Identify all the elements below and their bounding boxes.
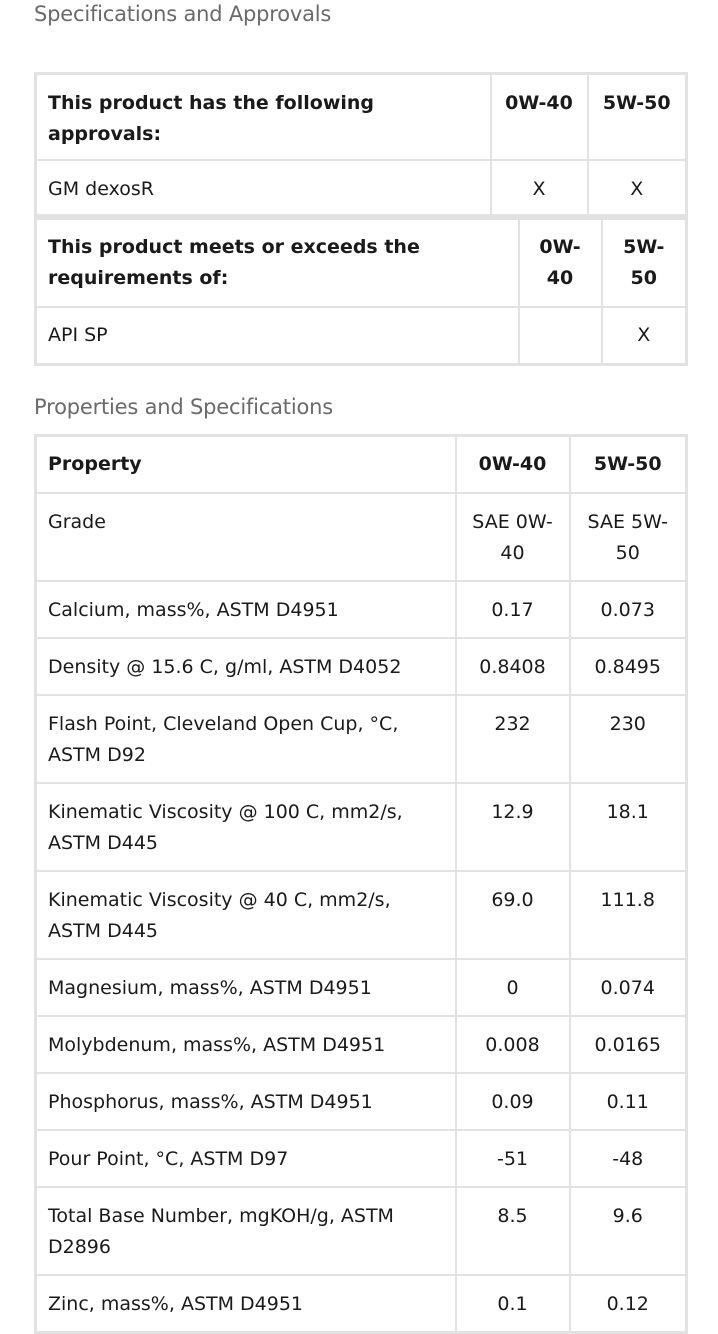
requirement-name: API SP bbox=[36, 307, 519, 365]
table-row bbox=[36, 1073, 687, 1130]
requirement-mark-5w50: X bbox=[602, 307, 687, 365]
table-row bbox=[36, 695, 687, 783]
value-5w50: -48 bbox=[570, 1130, 687, 1187]
table-row bbox=[36, 783, 687, 871]
table-row bbox=[36, 638, 687, 695]
value-5w50: 9.6 bbox=[570, 1187, 687, 1275]
grade-5w50-header: 5W-50 bbox=[570, 436, 687, 494]
value-5w50: SAE 5W-50 bbox=[570, 493, 687, 581]
property-name: Pour Point, °C, ASTM D97 bbox=[36, 1130, 456, 1187]
property-name: Total Base Number, mgKOH/g, ASTM D2896 bbox=[36, 1187, 456, 1275]
specifications-heading: Specifications and Approvals bbox=[34, 2, 332, 26]
requirements-header-label: This product meets or exceeds the requirements of: bbox=[36, 219, 519, 308]
value-5w50: 0.073 bbox=[570, 581, 687, 638]
table-row bbox=[36, 493, 687, 581]
value-5w50: 111.8 bbox=[570, 871, 687, 959]
value-0w40: 0.17 bbox=[456, 581, 570, 638]
grade-0w40-header: 0W-40 bbox=[519, 219, 602, 308]
value-0w40: 12.9 bbox=[456, 783, 570, 871]
value-0w40: 0.8408 bbox=[456, 638, 570, 695]
approval-name: GM dexosR bbox=[36, 160, 491, 216]
table-header-row bbox=[36, 74, 687, 161]
grade-5w50-header: 5W-50 bbox=[588, 74, 687, 161]
approval-mark-0w40: X bbox=[491, 160, 588, 216]
table-header-row bbox=[36, 436, 687, 494]
grade-0w40-header: 0W-40 bbox=[491, 74, 588, 161]
property-name: Kinematic Viscosity @ 100 C, mm2/s, ASTM D445 bbox=[36, 783, 456, 871]
grade-5w50-header: 5W-50 bbox=[602, 219, 687, 308]
table-row bbox=[36, 1187, 687, 1275]
property-name: Magnesium, mass%, ASTM D4951 bbox=[36, 959, 456, 1016]
value-0w40: 0 bbox=[456, 959, 570, 1016]
approval-mark-5w50: X bbox=[588, 160, 687, 216]
property-name: Calcium, mass%, ASTM D4951 bbox=[36, 581, 456, 638]
value-5w50: 0.074 bbox=[570, 959, 687, 1016]
property-name: Phosphorus, mass%, ASTM D4951 bbox=[36, 1073, 456, 1130]
property-name: Density @ 15.6 C, g/ml, ASTM D4052 bbox=[36, 638, 456, 695]
value-0w40: -51 bbox=[456, 1130, 570, 1187]
property-name: Kinematic Viscosity @ 40 C, mm2/s, ASTM D445 bbox=[36, 871, 456, 959]
grade-0w40-header: 0W-40 bbox=[456, 436, 570, 494]
value-0w40: 8.5 bbox=[456, 1187, 570, 1275]
property-name: Grade bbox=[36, 493, 456, 581]
requirement-mark-0w40 bbox=[519, 307, 602, 365]
requirements-table bbox=[34, 217, 688, 366]
table-row bbox=[36, 307, 687, 365]
table-row bbox=[36, 1130, 687, 1187]
approvals-table bbox=[34, 72, 688, 217]
value-0w40: 0.09 bbox=[456, 1073, 570, 1130]
property-header: Property bbox=[36, 436, 456, 494]
property-name: Molybdenum, mass%, ASTM D4951 bbox=[36, 1016, 456, 1073]
value-5w50: 230 bbox=[570, 695, 687, 783]
table-row bbox=[36, 871, 687, 959]
value-5w50: 0.12 bbox=[570, 1275, 687, 1333]
table-header-row bbox=[36, 219, 687, 308]
value-0w40: 232 bbox=[456, 695, 570, 783]
table-row bbox=[36, 581, 687, 638]
value-0w40: 0.008 bbox=[456, 1016, 570, 1073]
table-row bbox=[36, 1016, 687, 1073]
value-5w50: 0.8495 bbox=[570, 638, 687, 695]
value-0w40: SAE 0W-40 bbox=[456, 493, 570, 581]
table-row bbox=[36, 959, 687, 1016]
properties-heading: Properties and Specifications bbox=[34, 395, 333, 419]
value-0w40: 69.0 bbox=[456, 871, 570, 959]
value-5w50: 0.0165 bbox=[570, 1016, 687, 1073]
property-name: Zinc, mass%, ASTM D4951 bbox=[36, 1275, 456, 1333]
value-0w40: 0.1 bbox=[456, 1275, 570, 1333]
value-5w50: 0.11 bbox=[570, 1073, 687, 1130]
value-5w50: 18.1 bbox=[570, 783, 687, 871]
properties-table bbox=[34, 434, 688, 1334]
table-row bbox=[36, 160, 687, 216]
table-row bbox=[36, 1275, 687, 1333]
approvals-header-label: This product has the following approvals: bbox=[36, 74, 491, 161]
property-name: Flash Point, Cleveland Open Cup, °C, ASTM D92 bbox=[36, 695, 456, 783]
